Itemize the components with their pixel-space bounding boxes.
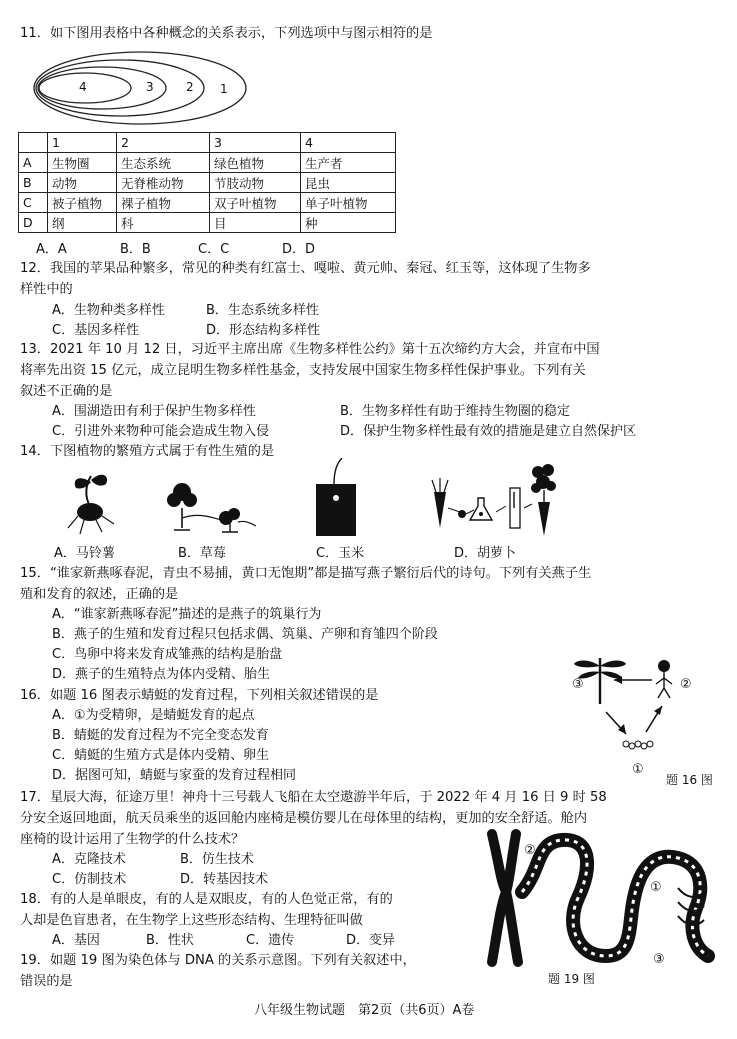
q12-option-d[interactable]: D．形态结构多样性 [206,323,321,338]
q13-option-b[interactable]: B．生物多样性有助于维持生物圈的稳定 [340,404,570,419]
q17-option-d[interactable]: D．转基因技术 [180,872,269,887]
table-cell: 双子叶植物 [210,193,301,213]
q18-stem-line1: 18．有的人是单眼皮，有的人是双眼皮，有的人色觉正常，有的 [20,892,393,907]
q17-option-b[interactable]: B．仿生技术 [180,852,254,867]
q18-stem-line2: 人却是色盲患者，在生物学上这些形态结构、生理特征叫做 [20,913,363,928]
table-row [19,193,396,213]
ellipse-label-4: 4 [79,80,87,94]
q16-option-c[interactable]: C．蜻蜓的生殖方式是体内受精、卵生 [52,748,270,763]
q13-stem-line3: 叙述不正确的是 [20,384,113,399]
q15-option-b[interactable]: B．燕子的生殖和发育过程只包括求偶、筑巢、产卵和育雏四个阶段 [52,627,438,642]
q16-marker-2: ② [680,677,692,692]
q18-option-d[interactable]: D．变异 [346,933,396,948]
q19-figure-label: 题 19 图 [548,972,595,986]
q12-stem-line2: 样性中的 [20,282,73,297]
q12-stem-line1: 12．我国的苹果品种繁多，常见的种类有红富士、嘎啦、黄元帅、秦冠、红玉等，这体现了生物多 [20,261,591,276]
table-cell: 单子叶植物 [301,193,396,213]
q15-option-c[interactable]: C．鸟卵中将来发育成雏燕的结构是胎盘 [52,647,283,662]
table-cell: 节肢动物 [210,173,301,193]
table-row [19,153,396,173]
q19-marker-1: ① [650,880,662,895]
q12-option-b[interactable]: B．生态系统多样性 [206,303,319,318]
q16-option-a[interactable]: A．①为受精卵，是蜻蜓发育的起点 [52,708,255,723]
q14-stem: 14．下图植物的繁殖方式属于有性生殖的是 [20,444,275,459]
q13-option-a[interactable]: A．围湖造田有利于保护生物多样性 [52,404,256,419]
q11-concept-table [18,132,396,233]
potato-plant-image [64,466,118,536]
table-row [19,173,396,193]
q13-option-c[interactable]: C．引进外来物种可能会造成生物入侵 [52,424,270,439]
carrot-tissue-culture-image [426,458,558,540]
q19-marker-2: ② [524,843,536,858]
q13-stem-line1: 13．2021 年 10 月 12 日，习近平主席出席《生物多样性公约》第十五次缔约方大会，并宣布中国 [20,342,600,357]
table-cell: 绿色植物 [210,153,301,173]
q19-stem-line2: 错误的是 [20,974,73,989]
table-cell: C [19,193,48,213]
table-cell: 4 [301,133,396,153]
table-cell: 2 [117,133,210,153]
table-cell: 科 [117,213,210,233]
q14-option-b[interactable]: B．草莓 [178,546,226,561]
q17-stem-line2: 分安全返回地面，航天员乘坐的返回舱内座椅是模仿婴儿在母体里的结构，更加的安全舒适。舱内 [20,811,588,826]
table-cell [19,133,48,153]
q11-option-a[interactable]: A．A [36,242,67,257]
table-cell: 生产者 [301,153,396,173]
ellipse-label-1: 1 [220,82,228,96]
table-cell: 生态系统 [117,153,210,173]
q16-figure-label: 题 16 图 [666,773,713,787]
table-cell: 被子植物 [48,193,117,213]
chromosome-dna-diagram [482,828,718,968]
q17-stem-line1: 17．星辰大海，征途万里！神舟十三号载人飞船在太空遨游半年后，于 2022 年 4 月 16 日 9 时 58 [20,790,607,805]
q11-stem: 11．如下图用表格中各种概念的关系表示，下列选项中与图示相符的是 [20,26,433,41]
q18-option-a[interactable]: A．基因 [52,933,100,948]
table-cell: 昆虫 [301,173,396,193]
q14-option-a[interactable]: A．马铃薯 [54,546,115,561]
q11-option-c[interactable]: C．C [198,242,230,257]
table-cell: A [19,153,48,173]
q14-option-d[interactable]: D．胡萝卜 [454,546,517,561]
q11-option-b[interactable]: B．B [120,242,151,257]
q12-option-c[interactable]: C．基因多样性 [52,323,140,338]
q15-option-a[interactable]: A．“谁家新燕啄春泥”描述的是燕子的筑巢行为 [52,607,322,622]
q16-marker-3: ③ [572,677,584,692]
page-footer: 八年级生物试题 第2页（共6页）A卷 [254,1003,475,1018]
q17-option-c[interactable]: C．仿制技术 [52,872,127,887]
table-cell: 动物 [48,173,117,193]
table-cell: 纲 [48,213,117,233]
q19-marker-3: ③ [653,952,665,967]
strawberry-plant-image [160,478,260,536]
q19-stem-line1: 19．如题 19 图为染色体与 DNA 的关系示意图。下列有关叙述中， [20,953,416,968]
q14-option-c[interactable]: C．玉米 [316,546,365,561]
ellipse-label-3: 3 [146,80,154,94]
table-cell: 无脊椎动物 [117,173,210,193]
q15-stem-line1: 15．“谁家新燕啄春泥，青虫不易捕，黄口无饱期”都是描写燕子繁衍后代的诗句。下列有关燕子生 [20,566,592,581]
q16-option-b[interactable]: B．蜻蜓的发育过程为不完全变态发育 [52,728,269,743]
table-cell: 1 [48,133,117,153]
table-cell: 3 [210,133,301,153]
q11-option-d[interactable]: D．D [282,242,316,257]
q17-stem-line3: 座椅的设计运用了生物学的什么技术？ [20,832,245,847]
corn-seed-image [312,458,360,538]
table-cell: 裸子植物 [117,193,210,213]
q11-ellipse-diagram [30,48,250,130]
table-row [19,133,396,153]
q17-option-a[interactable]: A．克隆技术 [52,852,126,867]
table-cell: D [19,213,48,233]
table-cell: 目 [210,213,301,233]
dragonfly-life-cycle-diagram [570,652,690,756]
q12-option-a[interactable]: A．生物种类多样性 [52,303,165,318]
q16-option-d[interactable]: D．据图可知，蜻蜓与家蚕的发育过程相同 [52,768,297,783]
q13-stem-line2: 将率先出资 15 亿元，成立昆明生物多样性基金，支持发展中国家生物多样性保护事业。下列有关 [20,363,586,378]
table-cell: 生物圈 [48,153,117,173]
table-cell: 种 [301,213,396,233]
q16-stem: 16．如题 16 图表示蜻蜓的发育过程，下列相关叙述错误的是 [20,688,379,703]
q18-option-c[interactable]: C．遗传 [246,933,295,948]
table-row [19,213,396,233]
q13-option-d[interactable]: D．保护生物多样性最有效的措施是建立自然保护区 [340,424,637,439]
q15-option-d[interactable]: D．燕子的生殖特点为体内受精、胎生 [52,667,271,682]
q18-option-b[interactable]: B．性状 [146,933,194,948]
ellipse-label-2: 2 [186,80,194,94]
table-cell: B [19,173,48,193]
q15-stem-line2: 殖和发育的叙述，正确的是 [20,587,179,602]
q16-marker-1: ① [632,762,644,777]
